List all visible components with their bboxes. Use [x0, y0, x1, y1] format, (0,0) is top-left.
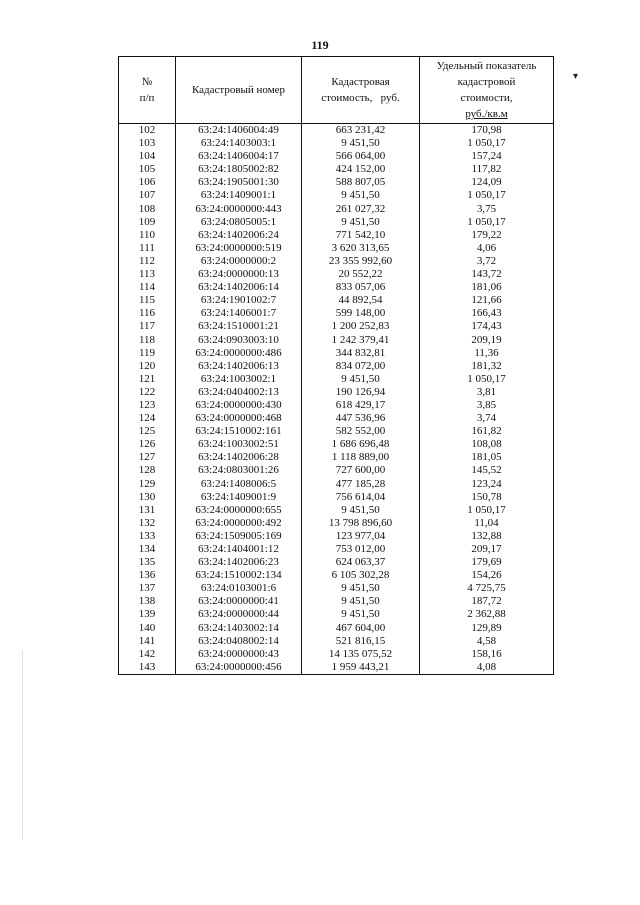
cadastral-number-cell: 63:24:1406004:49: [176, 124, 302, 138]
cadastral-number-cell: 63:24:1805002:82: [176, 163, 302, 176]
cadastral-number-cell: 63:24:0000000:13: [176, 268, 302, 281]
table-row: [119, 543, 554, 556]
header-cadastral-number: [176, 57, 302, 124]
table-row: [119, 464, 554, 477]
table-row: [119, 347, 554, 360]
cadastral-value-cell: 618 429,17: [302, 399, 420, 412]
specific-indicator-cell: 1 050,17: [420, 373, 554, 386]
table-row: [119, 530, 554, 543]
cadastral-value-cell: 344 832,81: [302, 347, 420, 360]
cadastral-value-cell: 9 451,50: [302, 373, 420, 386]
row-number-cell: 127: [119, 451, 176, 464]
row-number-cell: 130: [119, 491, 176, 504]
cadastral-number-cell: 63:24:0803001:26: [176, 464, 302, 477]
page-number: 119: [311, 38, 329, 52]
row-number-cell: 115: [119, 294, 176, 307]
cadastral-number-cell: 63:24:0103001:6: [176, 582, 302, 595]
header-cadastral-value-line1: Кадастровая: [331, 76, 390, 88]
specific-indicator-cell: 2 362,88: [420, 608, 554, 621]
cadastral-value-cell: 467 604,00: [302, 622, 420, 635]
cadastral-number-cell: 63:24:0805005:1: [176, 216, 302, 229]
specific-indicator-cell: 3,85: [420, 399, 554, 412]
table-header-row: [119, 57, 554, 124]
cadastral-value-cell: 9 451,50: [302, 582, 420, 595]
margin-mark: ▾: [573, 71, 579, 82]
table-row: [119, 608, 554, 621]
specific-indicator-cell: 145,52: [420, 464, 554, 477]
table-row: [119, 320, 554, 333]
specific-indicator-cell: 166,43: [420, 307, 554, 320]
table-row: [119, 595, 554, 608]
row-number-cell: 139: [119, 608, 176, 621]
specific-indicator-cell: 11,04: [420, 517, 554, 530]
table-row: [119, 334, 554, 347]
cadastral-number-cell: 63:24:0000000:486: [176, 347, 302, 360]
cadastral-value-cell: 1 118 889,00: [302, 451, 420, 464]
table-row: [119, 268, 554, 281]
cadastral-number-cell: 63:24:1510001:21: [176, 320, 302, 333]
cadastral-value-cell: 1 959 443,21: [302, 661, 420, 675]
table-row: [119, 399, 554, 412]
cadastral-value-cell: 9 451,50: [302, 595, 420, 608]
specific-indicator-cell: 181,06: [420, 281, 554, 294]
cadastral-number-cell: 63:24:1402006:28: [176, 451, 302, 464]
cadastral-value-cell: 477 185,28: [302, 478, 420, 491]
row-number-cell: 138: [119, 595, 176, 608]
cadastral-number-cell: 63:24:1509005:169: [176, 530, 302, 543]
table-row: [119, 569, 554, 582]
header-cadastral-value-line2: стоимость, руб.: [321, 92, 400, 104]
specific-indicator-cell: 129,89: [420, 622, 554, 635]
specific-indicator-cell: 209,17: [420, 543, 554, 556]
specific-indicator-cell: 117,82: [420, 163, 554, 176]
cadastral-value-cell: 582 552,00: [302, 425, 420, 438]
header-indicator-line3: стоимости,: [460, 92, 513, 104]
specific-indicator-cell: 161,82: [420, 425, 554, 438]
cadastral-number-cell: 63:24:1402006:23: [176, 556, 302, 569]
cadastral-value-cell: 1 200 252,83: [302, 320, 420, 333]
cadastral-value-cell: 771 542,10: [302, 229, 420, 242]
table-row: [119, 360, 554, 373]
row-number-cell: 110: [119, 229, 176, 242]
table-row: [119, 451, 554, 464]
table-row: [119, 582, 554, 595]
row-number-cell: 107: [119, 189, 176, 202]
cadastral-number-cell: 63:24:1408006:5: [176, 478, 302, 491]
cadastral-number-cell: 63:24:0000000:468: [176, 412, 302, 425]
cadastral-value-cell: 1 242 379,41: [302, 334, 420, 347]
cadastral-number-cell: 63:24:0000000:2: [176, 255, 302, 268]
table-row: [119, 203, 554, 216]
header-cadastral-number-label: Кадастровый номер: [191, 84, 286, 96]
specific-indicator-cell: 124,09: [420, 176, 554, 189]
row-number-cell: 137: [119, 582, 176, 595]
row-number-cell: 132: [119, 517, 176, 530]
cadastral-value-cell: 588 807,05: [302, 176, 420, 189]
cadastral-number-cell: 63:24:0404002:13: [176, 386, 302, 399]
row-number-cell: 116: [119, 307, 176, 320]
cadastral-value-cell: 424 152,00: [302, 163, 420, 176]
specific-indicator-cell: 154,26: [420, 569, 554, 582]
cadastral-value-cell: 3 620 313,65: [302, 242, 420, 255]
specific-indicator-cell: 4,58: [420, 635, 554, 648]
specific-indicator-cell: 121,66: [420, 294, 554, 307]
cadastral-number-cell: 63:24:0000000:43: [176, 648, 302, 661]
cadastral-value-cell: 599 148,00: [302, 307, 420, 320]
cadastral-number-cell: 63:24:0000000:492: [176, 517, 302, 530]
row-number-cell: 118: [119, 334, 176, 347]
table-row: [119, 425, 554, 438]
table-row: [119, 242, 554, 255]
specific-indicator-cell: 132,88: [420, 530, 554, 543]
cadastral-value-cell: 9 451,50: [302, 608, 420, 621]
specific-indicator-cell: 108,08: [420, 438, 554, 451]
row-number-cell: 124: [119, 412, 176, 425]
table-row: [119, 648, 554, 661]
specific-indicator-cell: 3,72: [420, 255, 554, 268]
table-row: [119, 556, 554, 569]
table-row: [119, 281, 554, 294]
specific-indicator-cell: 174,43: [420, 320, 554, 333]
header-indicator-line1: Удельный показатель: [436, 60, 537, 72]
row-number-cell: 111: [119, 242, 176, 255]
cadastral-number-cell: 63:24:0000000:41: [176, 595, 302, 608]
table-row: [119, 438, 554, 451]
cadastral-value-cell: 23 355 992,60: [302, 255, 420, 268]
table-row: [119, 491, 554, 504]
cadastral-value-cell: 9 451,50: [302, 216, 420, 229]
row-number-cell: 128: [119, 464, 176, 477]
row-number-cell: 135: [119, 556, 176, 569]
header-cadastral-value: [302, 57, 420, 124]
table-row: [119, 412, 554, 425]
cadastral-value-cell: 9 451,50: [302, 189, 420, 202]
table-row: [119, 150, 554, 163]
specific-indicator-cell: 143,72: [420, 268, 554, 281]
header-specific-indicator: [420, 57, 554, 124]
specific-indicator-cell: 4 725,75: [420, 582, 554, 595]
table-row: [119, 478, 554, 491]
cadastral-value-cell: 14 135 075,52: [302, 648, 420, 661]
table-row: [119, 124, 554, 138]
row-number-cell: 103: [119, 137, 176, 150]
cadastral-value-cell: 663 231,42: [302, 124, 420, 138]
table-row: [119, 517, 554, 530]
cadastral-number-cell: 63:24:0903003:10: [176, 334, 302, 347]
cadastral-value-cell: 727 600,00: [302, 464, 420, 477]
cadastral-value-cell: 756 614,04: [302, 491, 420, 504]
cadastral-value-cell: 624 063,37: [302, 556, 420, 569]
cadastral-number-cell: 63:24:0408002:14: [176, 635, 302, 648]
cadastral-value-cell: 190 126,94: [302, 386, 420, 399]
cadastral-number-cell: 63:24:1510002:161: [176, 425, 302, 438]
row-number-cell: 122: [119, 386, 176, 399]
cadastral-number-cell: 63:24:0000000:430: [176, 399, 302, 412]
cadastral-value-cell: 521 816,15: [302, 635, 420, 648]
row-number-cell: 129: [119, 478, 176, 491]
cadastral-number-cell: 63:24:1403003:1: [176, 137, 302, 150]
row-number-cell: 133: [119, 530, 176, 543]
table-row: [119, 189, 554, 202]
cadastral-number-cell: 63:24:1905001:30: [176, 176, 302, 189]
specific-indicator-cell: 179,22: [420, 229, 554, 242]
cadastral-number-cell: 63:24:0000000:456: [176, 661, 302, 675]
table-row: [119, 229, 554, 242]
specific-indicator-cell: 158,16: [420, 648, 554, 661]
header-indicator-line2: кадастровой: [457, 76, 516, 88]
cadastral-number-cell: 63:24:1403002:14: [176, 622, 302, 635]
cadastral-number-cell: 63:24:1409001:1: [176, 189, 302, 202]
cadastral-number-cell: 63:24:1402006:13: [176, 360, 302, 373]
cadastral-value-cell: 9 451,50: [302, 137, 420, 150]
table-row: [119, 661, 554, 675]
row-number-cell: 106: [119, 176, 176, 189]
cadastral-value-cell: 6 105 302,28: [302, 569, 420, 582]
row-number-cell: 141: [119, 635, 176, 648]
cadastral-number-cell: 63:24:1406001:7: [176, 307, 302, 320]
table-row: [119, 373, 554, 386]
row-number-cell: 104: [119, 150, 176, 163]
header-num-abbrev: п/п: [139, 92, 155, 104]
cadastral-value-cell: 833 057,06: [302, 281, 420, 294]
table-row: [119, 307, 554, 320]
cadastral-value-cell: 834 072,00: [302, 360, 420, 373]
specific-indicator-cell: 11,36: [420, 347, 554, 360]
specific-indicator-cell: 157,24: [420, 150, 554, 163]
specific-indicator-cell: 3,81: [420, 386, 554, 399]
cadastral-number-cell: 63:24:1510002:134: [176, 569, 302, 582]
row-number-cell: 117: [119, 320, 176, 333]
row-number-cell: 113: [119, 268, 176, 281]
table-row: [119, 255, 554, 268]
cadastral-value-cell: 13 798 896,60: [302, 517, 420, 530]
specific-indicator-cell: 4,06: [420, 242, 554, 255]
header-num-symbol: №: [141, 76, 153, 88]
table-row: [119, 176, 554, 189]
row-number-cell: 121: [119, 373, 176, 386]
specific-indicator-cell: 181,32: [420, 360, 554, 373]
cadastral-number-cell: 63:24:1003002:1: [176, 373, 302, 386]
table-row: [119, 294, 554, 307]
table-row: [119, 635, 554, 648]
table-body: [119, 124, 554, 675]
cadastral-value-cell: 447 536,96: [302, 412, 420, 425]
row-number-cell: 142: [119, 648, 176, 661]
cadastral-number-cell: 63:24:1003002:51: [176, 438, 302, 451]
cadastral-number-cell: 63:24:0000000:519: [176, 242, 302, 255]
table-row: [119, 216, 554, 229]
specific-indicator-cell: 170,98: [420, 124, 554, 138]
specific-indicator-cell: 1 050,17: [420, 216, 554, 229]
cadastral-value-cell: 566 064,00: [302, 150, 420, 163]
specific-indicator-cell: 187,72: [420, 595, 554, 608]
specific-indicator-cell: 1 050,17: [420, 137, 554, 150]
cadastral-number-cell: 63:24:0000000:443: [176, 203, 302, 216]
row-number-cell: 134: [119, 543, 176, 556]
row-number-cell: 109: [119, 216, 176, 229]
row-number-cell: 120: [119, 360, 176, 373]
cadastral-value-cell: 20 552,22: [302, 268, 420, 281]
row-number-cell: 125: [119, 425, 176, 438]
row-number-cell: 131: [119, 504, 176, 517]
cadastral-value-cell: 123 977,04: [302, 530, 420, 543]
row-number-cell: 112: [119, 255, 176, 268]
table-row: [119, 504, 554, 517]
cadastral-value-cell: 1 686 696,48: [302, 438, 420, 451]
table-row: [119, 163, 554, 176]
cadastral-number-cell: 63:24:1409001:9: [176, 491, 302, 504]
header-row-number: [119, 57, 176, 124]
specific-indicator-cell: 3,75: [420, 203, 554, 216]
header-indicator-line4: руб./кв.м: [465, 108, 508, 120]
specific-indicator-cell: 4,08: [420, 661, 554, 675]
cadastral-number-cell: 63:24:1901002:7: [176, 294, 302, 307]
cadastral-number-cell: 63:24:0000000:655: [176, 504, 302, 517]
row-number-cell: 119: [119, 347, 176, 360]
table-row: [119, 137, 554, 150]
specific-indicator-cell: 209,19: [420, 334, 554, 347]
table-row: [119, 386, 554, 399]
cadastral-number-cell: 63:24:0000000:44: [176, 608, 302, 621]
cadastral-value-cell: 261 027,32: [302, 203, 420, 216]
cadastral-number-cell: 63:24:1406004:17: [176, 150, 302, 163]
row-number-cell: 126: [119, 438, 176, 451]
row-number-cell: 123: [119, 399, 176, 412]
specific-indicator-cell: 1 050,17: [420, 504, 554, 517]
scan-artifact-line: [22, 650, 23, 840]
cadastral-value-cell: 753 012,00: [302, 543, 420, 556]
specific-indicator-cell: 179,69: [420, 556, 554, 569]
row-number-cell: 105: [119, 163, 176, 176]
cadastral-value-cell: 9 451,50: [302, 504, 420, 517]
row-number-cell: 140: [119, 622, 176, 635]
specific-indicator-cell: 123,24: [420, 478, 554, 491]
row-number-cell: 136: [119, 569, 176, 582]
cadastral-value-cell: 44 892,54: [302, 294, 420, 307]
specific-indicator-cell: 3,74: [420, 412, 554, 425]
cadastral-number-cell: 63:24:1402006:14: [176, 281, 302, 294]
cadastral-value-table: [118, 56, 554, 675]
cadastral-number-cell: 63:24:1402006:24: [176, 229, 302, 242]
row-number-cell: 102: [119, 124, 176, 138]
table-row: [119, 622, 554, 635]
row-number-cell: 114: [119, 281, 176, 294]
row-number-cell: 108: [119, 203, 176, 216]
specific-indicator-cell: 1 050,17: [420, 189, 554, 202]
specific-indicator-cell: 150,78: [420, 491, 554, 504]
row-number-cell: 143: [119, 661, 176, 675]
specific-indicator-cell: 181,05: [420, 451, 554, 464]
cadastral-number-cell: 63:24:1404001:12: [176, 543, 302, 556]
